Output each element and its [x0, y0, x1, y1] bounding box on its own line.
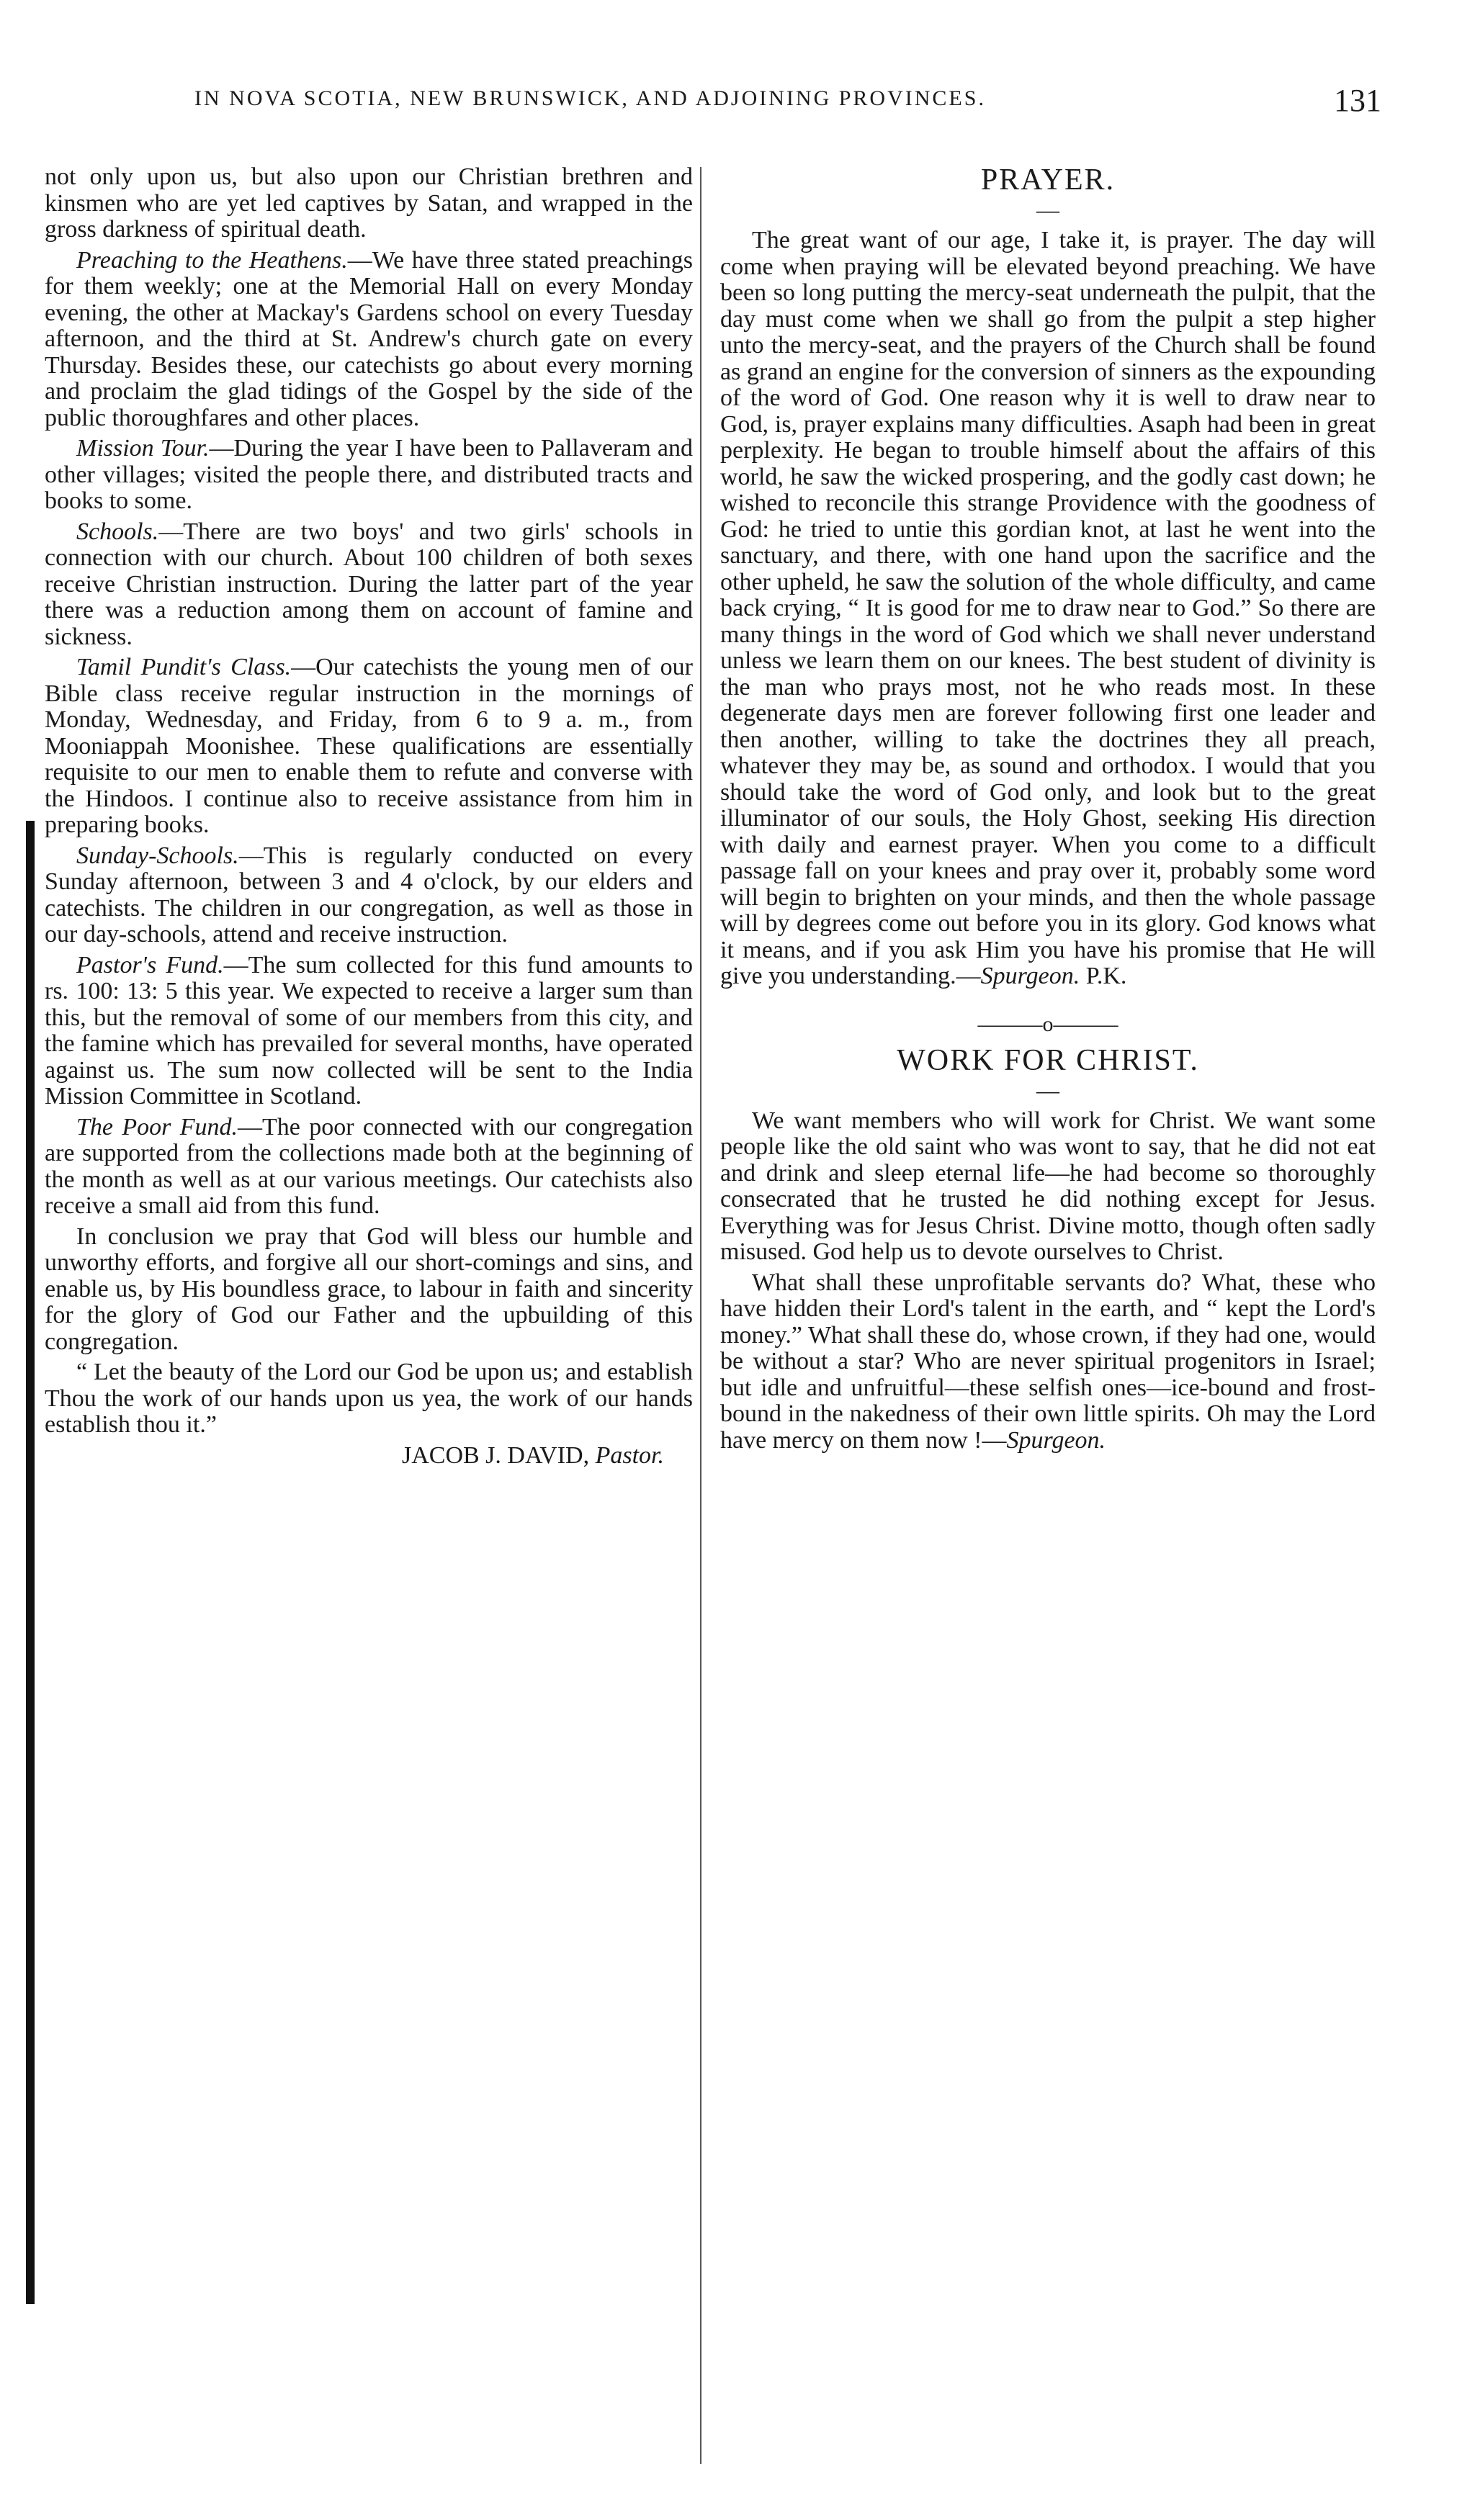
paragraph-conclusion: In conclusion we pray that God will bless our humble and unworthy efforts, and forgive all our short-comings and sins, and enable us, by His boundless grace, to labour in faith and sincerity for the glory of God our Father and the upbuilding of this congregation. — [45, 1223, 693, 1355]
title-dash: — — [1036, 1076, 1059, 1103]
signature — [45, 1443, 693, 1470]
section-text: —Our catechists the young men of our Bible class receive regular instruction in the mornings of Monday, Wednesday, and Friday, from 6 to 9 a. m., from Mooniappah Moonishee. These qualifications are essentially requisite to our men to enable them to refute and converse with the Hindoos. I continue also to receive assistance from him in preparing books. — [45, 654, 693, 838]
section-heading: The Poor Fund. — [76, 1113, 238, 1140]
right-column — [720, 164, 1376, 1458]
article-title-work: WORK FOR CHRIST. — [897, 1043, 1199, 1077]
signature-name: JACOB J. DAVID, — [401, 1441, 590, 1469]
article-text: The great want of our age, I take it, is prayer. The day will come when praying will be elevated beyond preaching. We have been so long putting the mercy-seat underneath the pulpit, that the day must come when we shall go from the pulpit a step higher unto the mercy-seat, and the prayers of the Church shall be found as grand an engine for the conversion of sinners as the expounding of the word of God. One reason why it is well to draw near to God, is, prayer explains many difficulties. Asaph had been in great perplexity. He began to trouble himself about the affairs of this world, he saw the wicked prospering, and the godly cast down; he wished to reconcile this strange Providence with the goodness of God: he tried to untie this gordian knot, at last he went into the sanctuary, and there, with one hand upon the sacrifice and the other upheld, he saw the solution of the whole difficulty, and came back crying, “ It is good for me to draw near to God.” So there are many things in the word of God which we shall never understand unless we learn them on our knees. The best student of divinity is the man who prays most, not he who reads most. In these degenerate days men are forever following first one leader and then another, willing to take the doctrines they all preach, whatever they may be, as sound and orthodox. I would that you should take the word of God only, and look but to the great illuminator of our souls, the Holy Ghost, seeking His direction with daily and earnest prayer. When you come to a difficult passage fall on your knees and pray over it, probably some word will begin to brighten on your minds, and then the whole passage will by degrees come out before you in its glory. God knows what it means, and if you ask Him you have his promise that He will give you understanding. — [720, 227, 1376, 989]
section-preaching — [45, 248, 693, 432]
section-heading: Schools. — [76, 518, 159, 545]
left-column — [45, 164, 693, 1469]
article-source: Spurgeon. — [1006, 1426, 1106, 1454]
article-initials: P.K. — [1085, 963, 1127, 989]
section-heading: Mission Tour. — [76, 435, 210, 462]
article-paragraph: We want members who will work for Christ. We want some people like the old saint who was wont to say, that he did not eat and drink and sleep eternal life—he had become so thoroughly consecrated that he trusted he did nothing except for Jesus. Everything was for Jesus Christ. Divine motto, though often sadly misused. God help us to devote ourselves to Christ. — [720, 1107, 1376, 1265]
section-heading: Sunday-Schools. — [76, 842, 239, 869]
article-paragraph — [720, 1270, 1376, 1454]
section-sunday-schools — [45, 843, 693, 948]
article-body-prayer: The great want of our age, I take it, is prayer. The day will come when praying will be elevated beyond preaching. We have been so long putting the mercy-seat underneath the pulpit, that the day must come when we shall go from the pulpit a step higher unto the mercy-seat, and the prayers of the Church shall be found as grand an engine for the conversion of sinners as the expounding of the word of God. One reason why it is well to draw near to God, is, prayer explains many difficulties. Asaph had been in great perplexity. He began to trouble himself about the affairs of this world, he saw the wicked prospering, and the godly cast down; he wished to reconcile this strange Providence with the goodness of God: he tried to untie this gordian knot, at last he went into the sanctuary, and there, with one hand upon the sacrifice and the other upheld, he saw the solution of the whole difficulty, and came back crying, “ It is good for me to draw near to God.” So there are many things in the word of God which we shall never understand unless we learn them on our knees. The best student of divinity is the man who prays most, not he who reads most. In these degenerate days men are forever following first one leader and then another, willing to take the doctrines they all preach, whatever they may be, as sound and orthodox. I would that you should take the word of God only, and look but to the great illuminator of our souls, the Holy Ghost, seeking His direction with daily and earnest prayer. When you come to a difficult passage fall on your knees and pray over it, probably some word will begin to brighten on your minds, and then the whole passage will by degrees come out before you in its glory. God knows what it means, and if you ask Him you have his promise that He will give you understanding.—Spurgeon. P.K. — [720, 227, 1376, 989]
title-dash: — — [1036, 197, 1059, 222]
section-pastor-fund — [45, 953, 693, 1110]
page-header — [43, 83, 1432, 130]
column-divider — [700, 167, 701, 2464]
section-heading: Pastor's Fund. — [76, 951, 224, 978]
section-heading: Tamil Pundit's Class. — [76, 654, 292, 680]
signature-role: Pastor. — [595, 1441, 664, 1469]
section-pundit-class — [45, 654, 693, 839]
running-head: IN NOVA SCOTIA, NEW BRUNSWICK, AND ADJOINING PROVINCES. — [194, 86, 986, 110]
section-text: —The poor connected with our congregation are supported from the collections made both at the beginning of the month as well as at our various meetings. Our catechists also receive a small aid from this fund. — [45, 1113, 693, 1219]
section-text: —During the year I have been to Pallaveram and other villages; visited the people there, and distributed tracts and books to some. — [45, 435, 693, 514]
article-text: What shall these unprofitable servants do? What, these who have hidden their Lord's talent in the earth, and “ kept the Lord's money.” What shall these do, whose crown, if they had one, would be without a star? Who are never spiritual progenitors in Israel; but idle and unfruitful—these selfish ones—ice-bound and frost-bound in the nakedness of their own little spirits. Oh may the Lord have mercy on them now !— — [720, 1269, 1376, 1454]
page-number: 131 — [1334, 83, 1381, 118]
section-poor-fund — [45, 1115, 693, 1220]
section-text: —There are two boys' and two girls' schools in connection with our church. About 100 children of both sexes receive Christian instruction. During the latter part of the year there was a reduction among them on account of famine and sickness. — [45, 518, 693, 650]
paragraph-quote: “ Let the beauty of the Lord our God be upon us; and establish Thou the work of our hands upon us yea, the work of our hands establish thou it.” — [45, 1359, 693, 1438]
paragraph-intro: not only upon us, but also upon our Christian brethren and kinsmen who are yet led captives by Satan, and wrapped in the gross darkness of spiritual death. — [45, 163, 693, 243]
section-mission-tour — [45, 436, 693, 515]
section-heading: Preaching to the Heathens. — [76, 246, 348, 274]
section-schools — [45, 519, 693, 651]
margin-mark — [26, 821, 35, 2304]
article-title-prayer: PRAYER. — [980, 163, 1116, 197]
section-text: —The sum collected for this fund amounts to rs. 100: 13: 5 this year. We expected to receive a larger sum than this, but the removal of some of our members from this city, and the famine which has prevailed for several months, have operated against us. The sum now collected will be sent to the India Mission Committee in Scotland. — [45, 951, 694, 1110]
section-ornament: ———o——— — [977, 1012, 1118, 1036]
article-source: Spurgeon. — [980, 963, 1080, 989]
section-text: —This is regularly conducted on every Sunday afternoon, between 3 and 4 o'clock, by our elders and catechists. The children in our congregation, as well as those in our day-schools, attend and receive instruction. — [45, 842, 693, 948]
section-text: —We have three stated preachings for them weekly; one at the Memorial Hall on every Monday evening, the other at Mackay's Gardens school on every Tuesday afternoon, and the third at St. Andrew's church gate on every Thursday. Besides these, our catechists go about every morning and proclaim the glad tidings of the Gospel by the side of the public thoroughfares and other places. — [45, 246, 694, 431]
